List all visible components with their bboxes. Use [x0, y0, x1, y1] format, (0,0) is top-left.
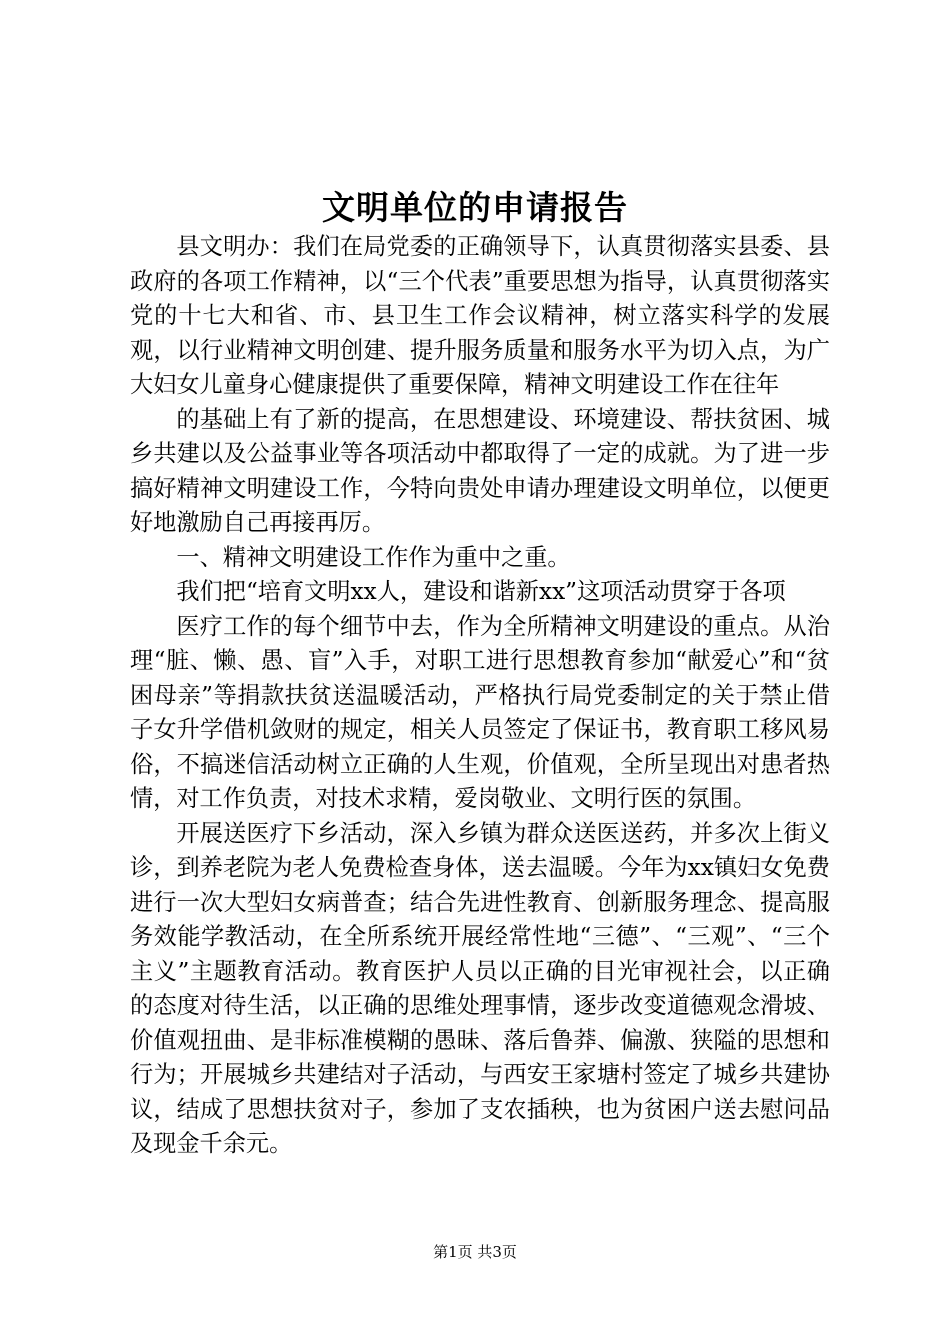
- paragraph: 开展送医疗下乡活动，深入乡镇为群众送医送药，并多次上街义诊，到养老院为老人免费检查身体，送去温暖。今年为xx镇妇女免费进行一次大型妇女病普查；结合先进性教育、创新服务理念、提高服务效能学教活动，在全所系统开展经常性地“三德”、“三观”、“三个主义”主题教育活动。教育医护人员以正确的目光审视社会，以正确的态度对待生活，以正确的思维处理事情，逐步改变道德观念滑坡、价值观扭曲、是非标准模糊的愚昧、落后鲁莽、偏激、狭隘的思想和行为；开展城乡共建结对子活动，与西安王家塘村签定了城乡共建协议，结成了思想扶贫对子，参加了支农插秧，也为贫困户送去慰问品及现金千余元。: [130, 819, 830, 1157]
- paragraph: 我们把“培育文明xx人，建设和谐新xx”这项活动贯穿于各项: [176, 578, 786, 605]
- paragraph: 医疗工作的每个细节中去，作为全所精神文明建设的重点。从治理“脏、懒、愚、盲”入手，对职工进行思想教育参加“献爱心”和“贫困母亲”等捐款扶贫送温暖活动，严格执行局党委制定的关于禁止借子女升学借机敛财的规定，相关人员签定了保证书，教育职工移风易俗，不搞迷信活动树立正确的人生观，价值观，全所呈现出对患者热情，对工作负责，对技术求精，爱岗敬业、文明行医的氛围。: [130, 612, 830, 812]
- section-heading: 一、精神文明建设工作作为重中之重。: [176, 543, 571, 571]
- document-body: [130, 230, 830, 1162]
- paragraph: 县文明办：我们在局党委的正确领导下，认真贯彻落实县委、县政府的各项工作精神，以“三个代表”重要思想为指导，认真贯彻落实党的十七大和省、市、县卫生工作会议精神，树立落实科学的发展观，以行业精神文明创建、提升服务质量和服务水平为切入点，为广大妇女儿童身心健康提供了重要保障，精神文明建设工作在往年: [130, 233, 830, 398]
- page-number-footer: 第1页 共3页: [433, 1243, 517, 1261]
- document-title: 文明单位的申请报告: [322, 188, 628, 227]
- paragraph: 的基础上有了新的提高，在思想建设、环境建设、帮扶贫困、城乡共建以及公益事业等各项活动中都取得了一定的成就。为了进一步搞好精神文明建设工作，今特向贵处申请办理建设文明单位，以便更好地激励自己再接再厉。: [130, 405, 830, 536]
